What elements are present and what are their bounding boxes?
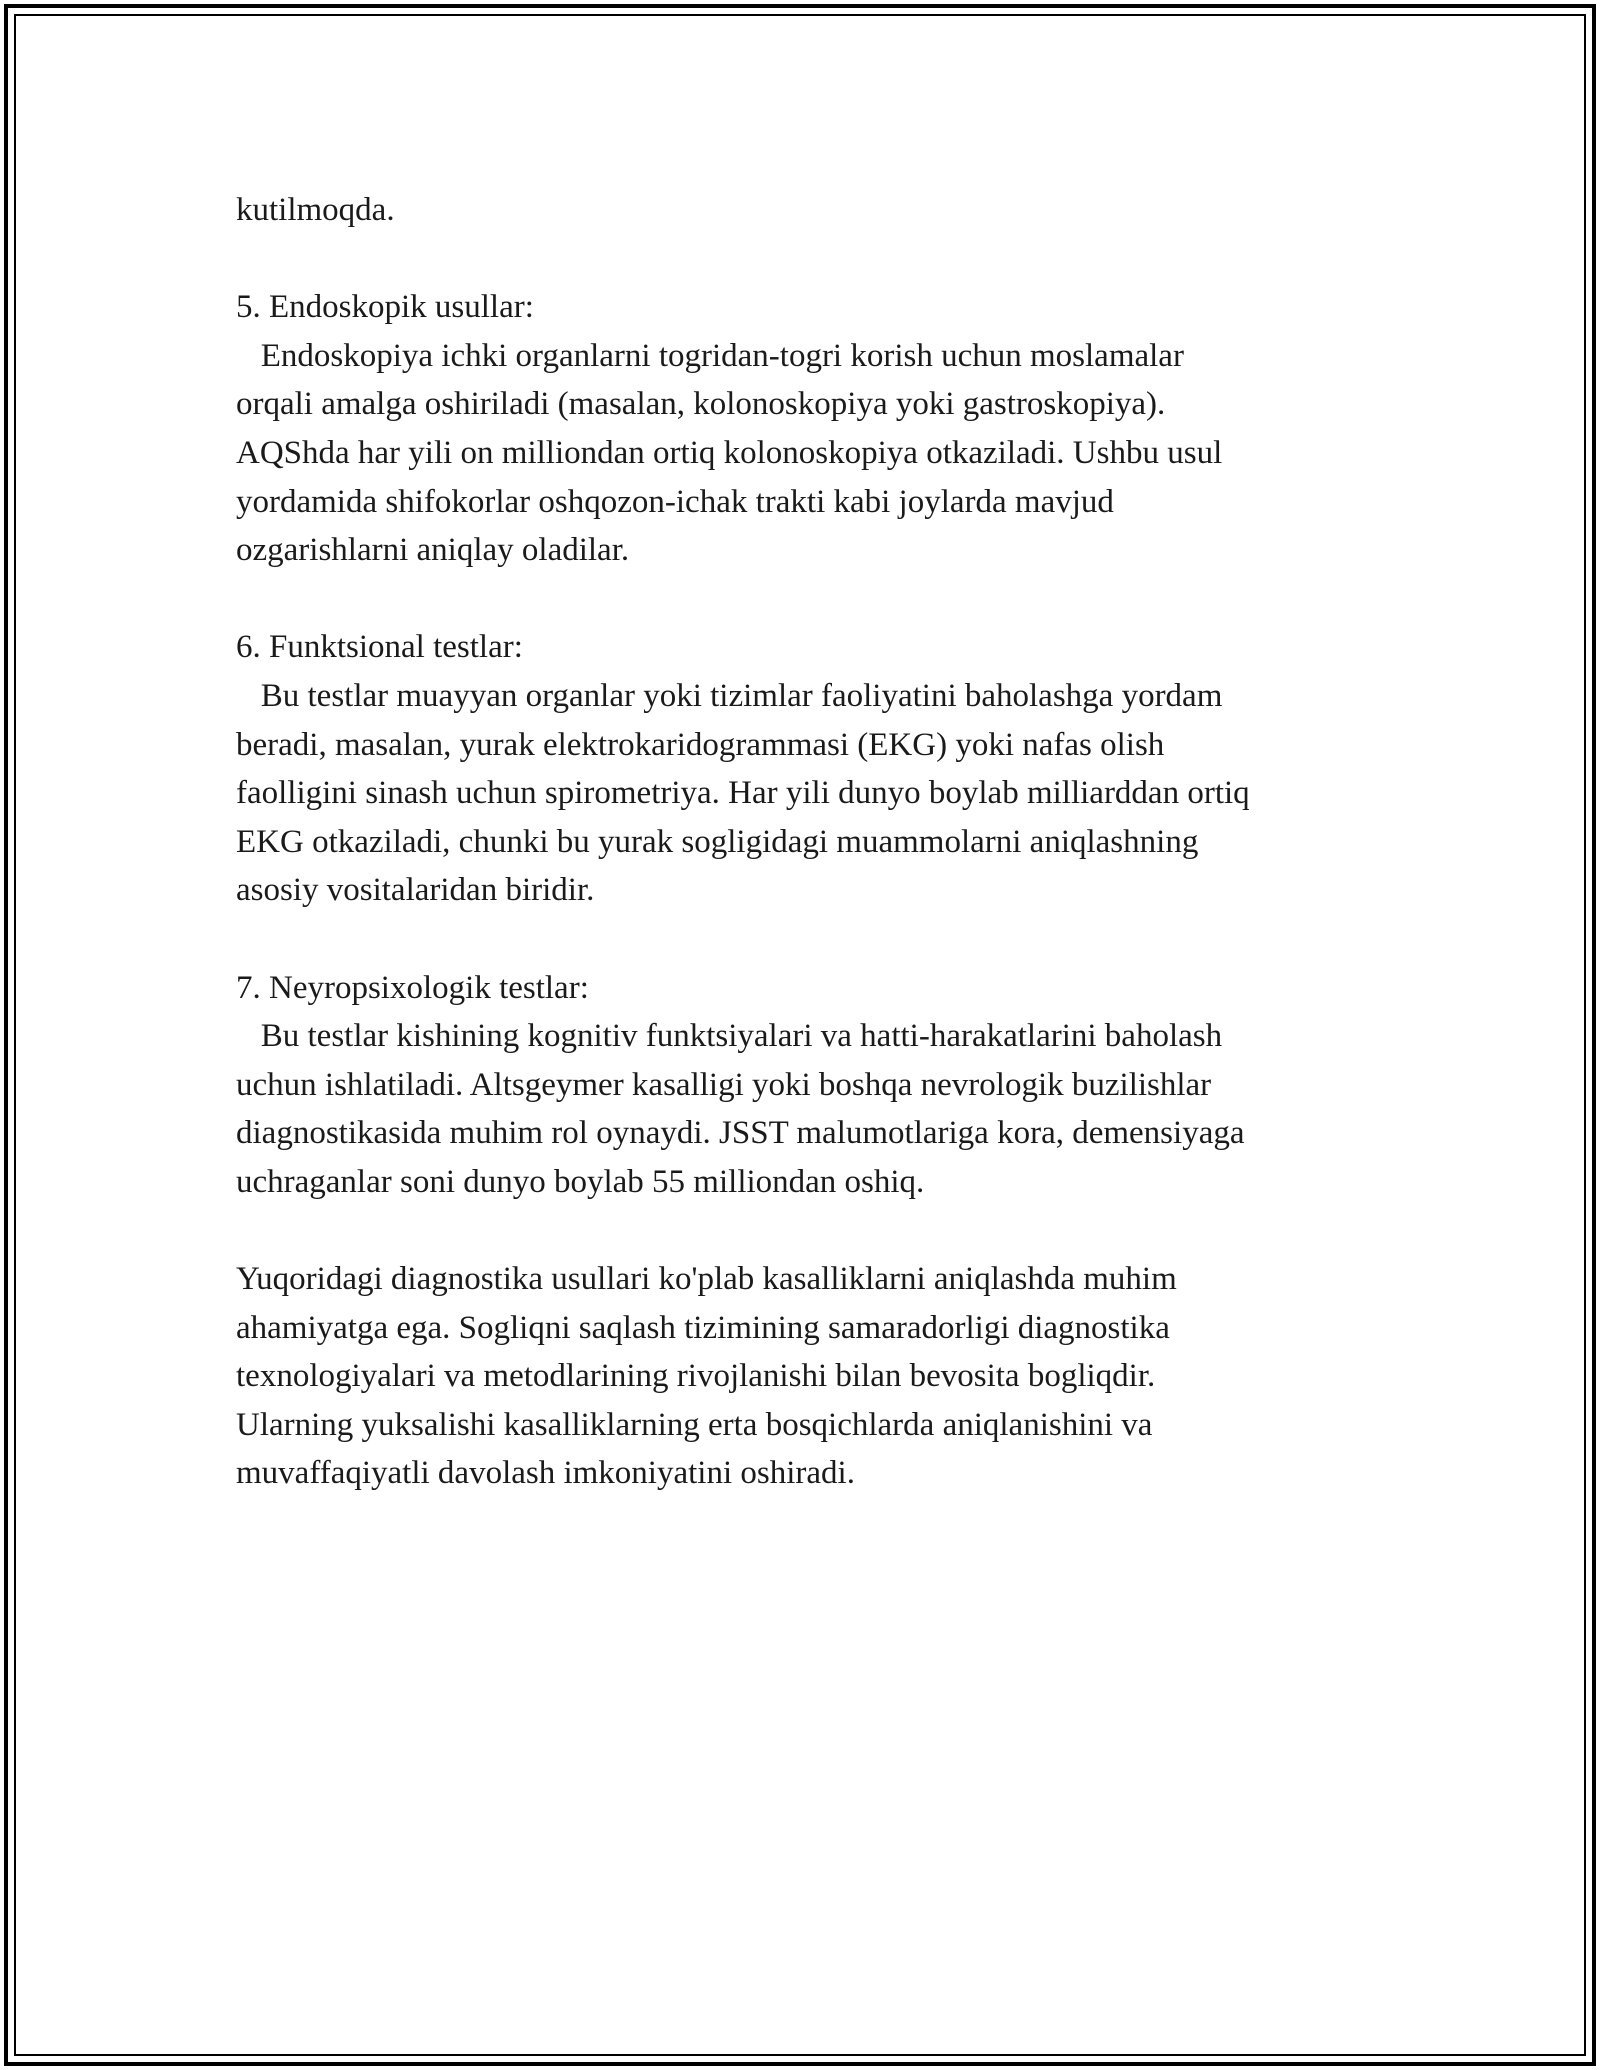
section-6-body: Bu testlar muayyan organlar yoki tizimlar faoliyatini baholashga yordam beradi, masalan, yurak elektrokaridogrammasi (EKG) yoki nafas olish faolligini sinash uchun spirometriya. Har yili dunyo boylab milliarddan ortiq EKG otkaziladi, chunki bu yurak sogligidagi muammolarni aniqlashning asosiy vositalaridan biridir.: [236, 677, 1250, 909]
section-6-heading: 6. Funktsional testlar:: [236, 629, 523, 666]
section-7-body: Bu testlar kishining kognitiv funktsiyalari va hatti-harakatlarini baholash uchun ishlatiladi. Altsgeymer kasalligi yoki boshqa nevrologik buzilishlar diagnostikasida muhim rol oynaydi. JSST malumotlariga kora, demensiyaga uchraganlar soni dunyo boylab 55 milliondan oshiq.: [236, 1018, 1245, 1200]
spacer: [236, 1206, 1396, 1255]
spacer: [236, 575, 1396, 624]
section-5-heading: 5. Endoskopik usullar:: [236, 289, 534, 326]
conclusion-paragraph: Yuqoridagi diagnostika usullari ko'plab kasalliklarni aniqlashda muhim ahamiyatga ega. Sogliqni saqlash tizimining samaradorligi diagnostika texnologiyalari va metodlarining rivojlanishi bilan bevosita bogliqdir. Ularning yuksalishi kasalliklarning erta bosqichlarda aniqlanishini va muvaffaqiyatli davolash imkoniyatini oshiradi.: [236, 1261, 1177, 1492]
section-5-body: Endoskopiya ichki organlarni togridan-togri korish uchun moslamalar orqali amalga oshiriladi (masalan, kolonoskopiya yoki gastroskopiya). AQShda har yili on milliondan ortiq kolonoskopiya otkaziladi. Ushbu usul yordamida shifokorlar oshqozon-ichak trakti kabi joylarda mavjud ozgarishlarni aniqlay oladilar.: [236, 337, 1223, 569]
spacer: [236, 235, 1396, 284]
section-7-heading: 7. Neyropsixologik testlar:: [236, 969, 589, 1006]
document-body: [236, 186, 1396, 1498]
continuation-text: kutilmoqda.: [236, 192, 395, 228]
spacer: [236, 915, 1396, 964]
